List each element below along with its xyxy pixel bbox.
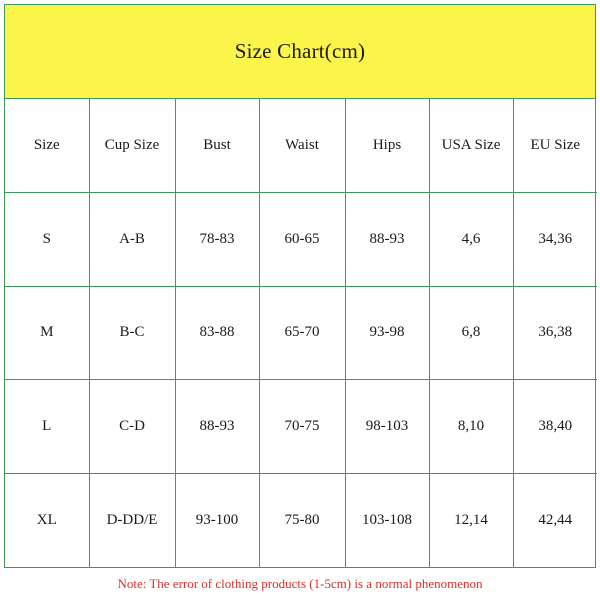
cell-cup-size: B-C (89, 286, 175, 380)
cell-waist: 75-80 (259, 473, 345, 567)
cell-usa-size: 4,6 (429, 193, 513, 287)
chart-title: Size Chart(cm) (234, 39, 366, 63)
cell-hips: 103-108 (345, 473, 429, 567)
header-eu-size: EU Size (513, 99, 597, 193)
title-band (5, 5, 595, 99)
table-row (5, 473, 597, 567)
cell-eu-size: 36,38 (513, 286, 597, 380)
cell-hips: 88-93 (345, 193, 429, 287)
cell-usa-size: 12,14 (429, 473, 513, 567)
cell-usa-size: 8,10 (429, 380, 513, 474)
cell-bust: 83-88 (175, 286, 259, 380)
cell-hips: 98-103 (345, 380, 429, 474)
cell-size: XL (5, 473, 89, 567)
header-waist: Waist (259, 99, 345, 193)
cell-waist: 70-75 (259, 380, 345, 474)
cell-size: S (5, 193, 89, 287)
table-row (5, 193, 597, 287)
cell-hips: 93-98 (345, 286, 429, 380)
cell-cup-size: A-B (89, 193, 175, 287)
table-row (5, 286, 597, 380)
header-hips: Hips (345, 99, 429, 193)
cell-usa-size: 6,8 (429, 286, 513, 380)
cell-size: L (5, 380, 89, 474)
error-note: Note: The error of clothing products (1-5cm) is a normal phenomenon (117, 576, 483, 591)
size-table (5, 99, 597, 567)
cell-cup-size: D-DD/E (89, 473, 175, 567)
cell-bust: 78-83 (175, 193, 259, 287)
cell-cup-size: C-D (89, 380, 175, 474)
cell-bust: 93-100 (175, 473, 259, 567)
header-size: Size (5, 99, 89, 193)
cell-size: M (5, 286, 89, 380)
cell-eu-size: 38,40 (513, 380, 597, 474)
header-cup-size: Cup Size (89, 99, 175, 193)
cell-waist: 65-70 (259, 286, 345, 380)
header-usa-size: USA Size (429, 99, 513, 193)
cell-eu-size: 34,36 (513, 193, 597, 287)
header-row (5, 99, 597, 193)
cell-eu-size: 42,44 (513, 473, 597, 567)
header-bust: Bust (175, 99, 259, 193)
table-row (5, 380, 597, 474)
size-chart (4, 4, 596, 568)
cell-bust: 88-93 (175, 380, 259, 474)
cell-waist: 60-65 (259, 193, 345, 287)
